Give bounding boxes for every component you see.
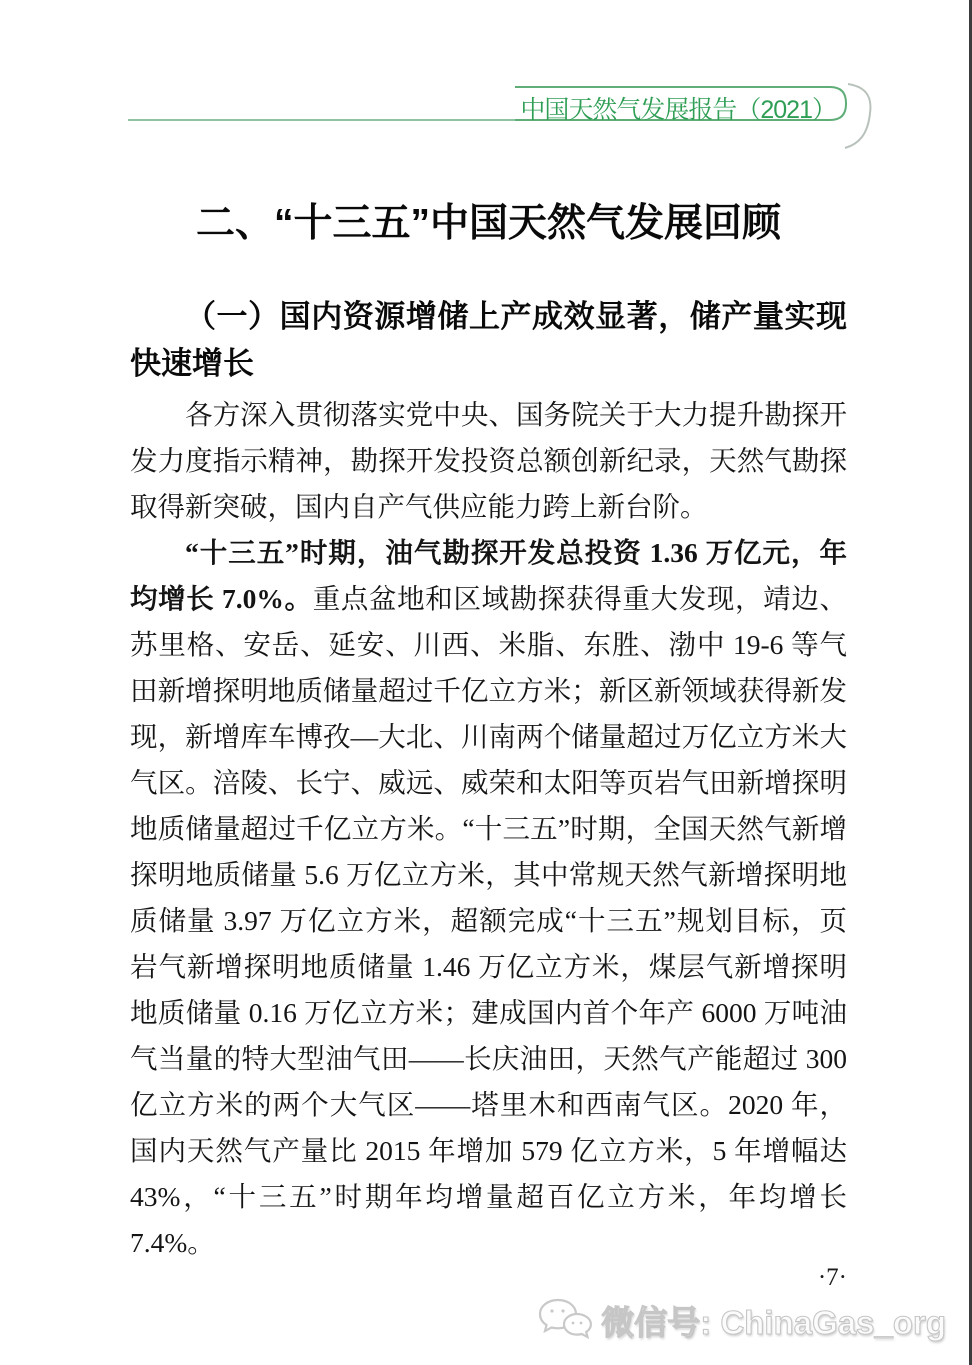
wechat-big-bubble-eye-left xyxy=(551,1309,554,1312)
paragraph-2-lead-bold: “十三五”时期，油气勘探开发总投资 1.36 万亿元，年均增长 7.0%。 xyxy=(130,537,847,614)
wechat-big-bubble-eye-right xyxy=(562,1309,565,1312)
report-header-title: 中国天然气发展报告（2021） xyxy=(520,96,836,124)
wechat-icon xyxy=(536,1296,594,1344)
section-heading: （一）国内资源增储上产成效显著，储产量实现快速增长 xyxy=(130,299,847,381)
header-outer-arc xyxy=(845,84,870,148)
wechat-small-bubble xyxy=(564,1314,591,1337)
watermark xyxy=(536,1296,946,1344)
wechat-small-bubble-eye-left xyxy=(572,1322,575,1325)
watermark-text: 微信号: ChinaGas_org xyxy=(601,1303,946,1341)
paragraph-2-body: 重点盆地和区域勘探获得重大发现，靖边、苏里格、安岳、延安、川西、米脂、东胜、渤中 19-6 等气田新增探明地质储量超过千亿立方米；新区新领域获得新发现，新增库车博孜—大北、川南两个储量超过万亿立方米大气区。涪陵、长宁、威远、威荣和太阳等页岩气田新增探明地质储量超过千亿立方米。“十三五”时期，全国天然气新增探明地质储量 5.6 万亿立方米，其中常规天然气新增探明地质储量 3.97 万亿立方米，超额完成“十三五”规划目标，页岩气新增探明地质储量 1.46 万亿立方米，煤层气新增探明地质储量 0.16 万亿立方米；建成国内首个年产 6000 万吨油气当量的特大型油气田——长庆油田，天然气产能超过 300 亿立方米的两个大气区——塔里木和西南气区。2020 年，国内天然气产量比 2015 年增加 579 亿立方米，5 年增幅达 43%，“十三五”时期年均增量超百亿立方米，年均增长 7.4%。 xyxy=(130,583,847,1258)
page-number: ·7· xyxy=(817,1264,847,1291)
wechat-small-bubble-eye-right xyxy=(580,1322,583,1325)
page-title: 二、“十三五”中国天然气发展回顾 xyxy=(195,202,781,245)
body-text xyxy=(130,392,847,1266)
paragraph-1: 各方深入贯彻落实党中央、国务院关于大力提升勘探开发力度指示精神，勘探开发投资总额创新纪录，天然气勘探取得新突破，国内自产气供应能力跨上新台阶。 xyxy=(130,399,847,522)
header-rule xyxy=(0,0,972,170)
paragraph-2 xyxy=(130,530,847,1266)
